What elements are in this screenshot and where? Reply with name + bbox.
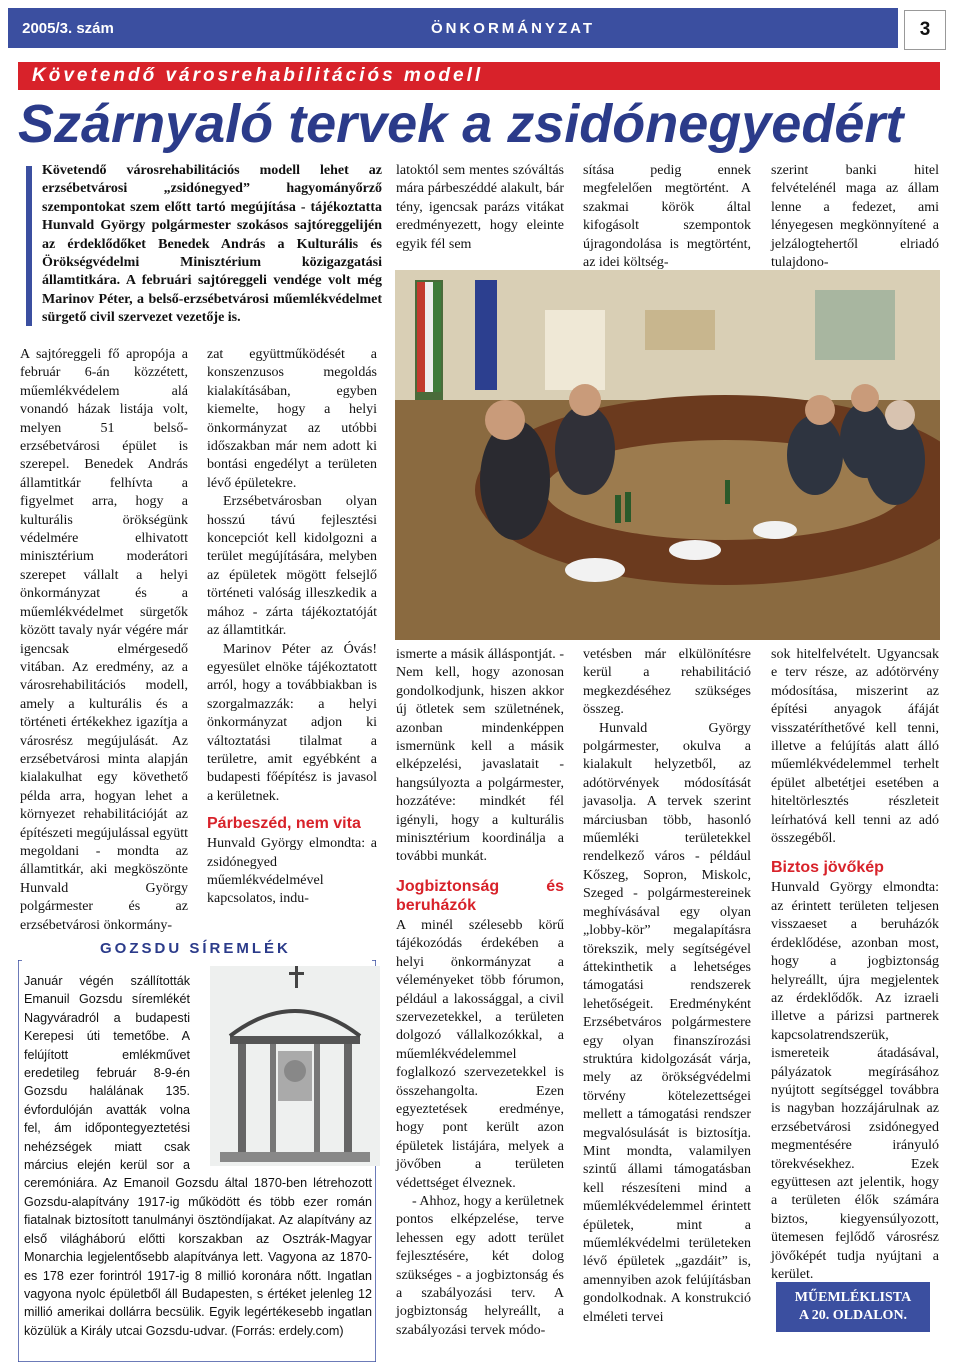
press-conference-photo xyxy=(395,270,940,640)
section-title: ÖNKORMÁNYZAT xyxy=(430,19,596,37)
reference-line: A 20. OLDALON. xyxy=(798,1308,908,1323)
kicker: Követendő városrehabilitációs modell xyxy=(18,62,940,90)
sidebar-title: GOZSDU SÍREMLÉK xyxy=(100,940,291,957)
sidebar-text xyxy=(24,972,372,1340)
lead-paragraph: Követendő városrehabilitációs modell lehet az erzsébetvárosi „zsidónegyed” hagyományőrző szempontokat szem előtt tartó megújítása - tájékoztatta Hunvald György polgármester szokásos sajtóreggelijén az érdeklődőket Benedek András a Kulturális és Örökségvédelmi Minisztérium közigazgatási államtitkára. A februári sajtóreggeli vendége volt még Marinov Péter, a belső-erzsébetvárosi műemlékvédelmet sürgető civil szervezet vezetője is. xyxy=(42,163,382,326)
column-3-top: latoktól sem mentes szóváltás mára párbeszéddé alakult, bár tény, igencsak parázs vitákat eredményezett, hogy eleinte egyik fél sem xyxy=(396,163,564,252)
paragraph: sok hitelfelvételt. Ugyancsak e terv része, az adótörvény módosítása, miszerint az építési anyagok áfáját visszatéríthetővé kell tenni, illetve a felújítás alatt álló műemlékvédelemmel terhelt épület albetétjei esetében a hiteltörlesztés részleteit leírhatóvá kell tenni az adó összegéből. xyxy=(771,647,939,847)
column-3 xyxy=(396,646,564,1340)
reference-box xyxy=(776,1282,930,1332)
sidebar-paragraph: Január végén szállították Emanuil Gozsdu síremlékét Nagyváradról a budapesti Kerepesi úti temetőbe. A felújított emlékművet eredetileg február 8-9-én Gozsdu halálának 135. évfordulóján avatták volna fel, ám időpontegyeztetési nehézségek miatt csak március elején kerül sor a ceremóniára. Az Emanoil Gozsdu által 1870-ben létrehozott Gozsdu-alapítvány 1917-ig működött és több ezer román fiatalnak biztosított tanulmányi ösztöndíjakat. Az alapítvány az első világháború előtti korszakban az Osztrák-Magyar Monarchia legjelentősebb alapítványa lett. Vagyona az 1870-es 178 ezer forintról 1917-ig 8 millió koronára nőtt. Ingatlan vagyona nyolc épületből áll Budapesten, s értéket jelenleg 12 millió amerikai dollárra becsülik. Egyik legértékesebb ingatlan közülük a Király utcai Gozsdu-udvar. (Forrás: erdely.com) xyxy=(24,974,372,1338)
paragraph: ismerte a másik álláspontját. - Nem kell, hogy azonosan gondolkodjunk, hiszen akkor új ötletek sem születnének, azonban mindenképpen ismernünk kell a másik elképzelési, javaslatait - hangsúlyozta a polgármester, hozzátéve: mindkét fél igényli, hogy a kulturális minisztérium koordinálja a további munkát. xyxy=(396,647,564,865)
headline: Szárnyaló tervek a zsidónegyedért xyxy=(18,94,904,154)
column-4 xyxy=(583,646,751,1327)
page-number: 3 xyxy=(904,10,946,50)
paragraph: vetésben már elkülönítésre kerül a rehabilitáció megkezdéséhez szükséges összeg. xyxy=(583,647,751,718)
column-1 xyxy=(20,346,188,935)
issue-label: 2005/3. szám xyxy=(8,8,128,48)
paragraph: Erzsébetvárosban olyan hosszú távú fejlesztési koncepciót kell kidolgozni a terület megújítására, melyben az épületek mögött felsejlő történeti valóság illeszkedik a mához - zárta tájékoztatóját az államtitkár. xyxy=(207,494,377,639)
sidebar-float-spacer xyxy=(190,972,372,1168)
column-5-top: szerint banki hitel felvételénél maga az állam lenne a fedezet, ami lényegesen megkönnyítené a jelzálogtehertől elriadó tulajdono- xyxy=(771,163,939,271)
paragraph: A sajtóreggeli fő apropója a február 6-án közzétett, műemlékvédelem alá vonandó házak listája volt, melyen 51 belső-erzsébetvárosi épület is szerepel. Benedek András államtitkár felhívta a figyelmet arra, hogy a kulturális örökségünk védelmére elhivatott minisztérium moderátori szerepet vállalt a helyi önkormányzat és a műemlékvédelmet sürgetők között tavaly nyár végére már igencsak elmérgesedő vitában. Az eredmény, az a városrehabilitációs modell, amely a kulturális és a történeti értékekhez igazítja a városrész megújulását. Az erzsébetvárosi minta alapján kialakulhat egy követhető példa arra, hogyan lehet a környezet rehabilitációját az építészeti megújulással együtt megoldani - mondta az államtitkár, aki megköszönte Hunvald György polgármester és az erzsébetvárosi önkormány- xyxy=(20,347,188,933)
column-5 xyxy=(771,646,939,1284)
subheading: Biztos jövőkép xyxy=(771,859,884,877)
reference-line: MŰEMLÉKLISTA xyxy=(794,1290,912,1305)
paragraph: - Ahhoz, hogy a kerületnek pontos elképzelése, terve lehessen egy adott terület fejlesztésére, két dolog szükséges - a jogbiztonság és a szabályozási terv. A jogbiztonság helyreállt, a szabályozási tervek módo- xyxy=(396,1193,565,1338)
column-4-top: sítása pedig ennek megfelelően megtörtént. A szakmai körök által kifogásolt szempontok újragondolása is megtörtént, az idei költség- xyxy=(583,163,751,271)
paragraph: Hunvald György polgármester, okulva a kialakult helyzetből, az adótörvények módosítását javasolja. A tervek szerint márciusban több, hasonló műemléki területekkel rendelkező város - például Kőszeg, Sopron, Miskolc, Szeged - polgármestereinek meghívásával egy olyan „lobby-kör” megalapításra törekszik, mely segítségével áttekinthetik a lehetséges támogatási rendszerek lehetőségeit. Eredményként Erzsébetváros polgármestere egy olyan finanszírozási struktúra kidolgozását várja, mely az örökségvédelmi törvény kötelezettségei mellett a támogatási rendszer megvalósulását is biztosítja. Mint mondta, valamilyen szintű állami támogatásban kell részesíteni mind a műemlékvédelemmel érintett épületek, mint a műemlékvédelmi területeken lévő épületek „gazdáit” is, amennyiben azok felújításban gondolkodnak. A konstrukció elméleti tervei xyxy=(583,720,751,1325)
paragraph: zat együttműködését a konszenzusos megoldás kialakításában, egyben kiemelte, hogy a helyi önkormányzat az utóbbi időszakban már nem adott ki bontási engedélyt a területen lévő épületekre. xyxy=(207,347,377,491)
subheading: Párbeszéd, nem vita xyxy=(207,815,361,833)
lead-bar xyxy=(26,166,32,326)
paragraph: A minél szélesebb körű tájékozódás érdekében a helyi önkormányzat a véleményeket több fórumon, például a lakossággal, a civil szervezetekkel, a területen dolgozó vállalkozókkal, a műemlékvédelemmel foglalkozó szervezetekkel is összehangolta. Ezen egyeztetések eredménye, hogy pont került azon épületek listájára, melyek a jövőben a területen védettséget élveznek. xyxy=(396,917,564,1191)
paragraph: Marinov Péter az Óvás! egyesület elnöke tájékoztatott arról, hogy a továbbiakban is szorgalmazzák: a helyi önkormányzat adjon ki változtatási tilalmat a területre, amit egyébként a budapesti főépítész is javasol a kerületnek. xyxy=(207,641,377,804)
paragraph: Hunvald György elmondta: az érintett területen teljesen visszaeset a beruházók érdeklődése, azonban most, hogy a jogbiztonság helyreállt, újra megjelentek az érdeklődők. Az izraeli illetve a párizsi partnerek kapcsolatrendszerük, ismereteik átadásával, pályázatok megírásához nyújtott segítséggel továbbra is nagyban hozzájárulnak az erzsébetvárosi zsidónegyed megmentésére irányuló törekvésekhez. Ezek együttesen azt jelentik, hogy a területen élők számára biztos, kiegyensúlyozott, ütemesen fejlődő városrész jövőképét tudja nyújtani a kerület. xyxy=(771,880,939,1282)
paragraph: Hunvald György elmondta: a zsidónegyed műemlékvédelmével kapcsolatos, indu- xyxy=(207,836,377,907)
photo-illustration xyxy=(395,270,940,640)
subheading: Jogbiztonság és beruházók xyxy=(396,877,564,914)
column-2 xyxy=(207,346,377,909)
